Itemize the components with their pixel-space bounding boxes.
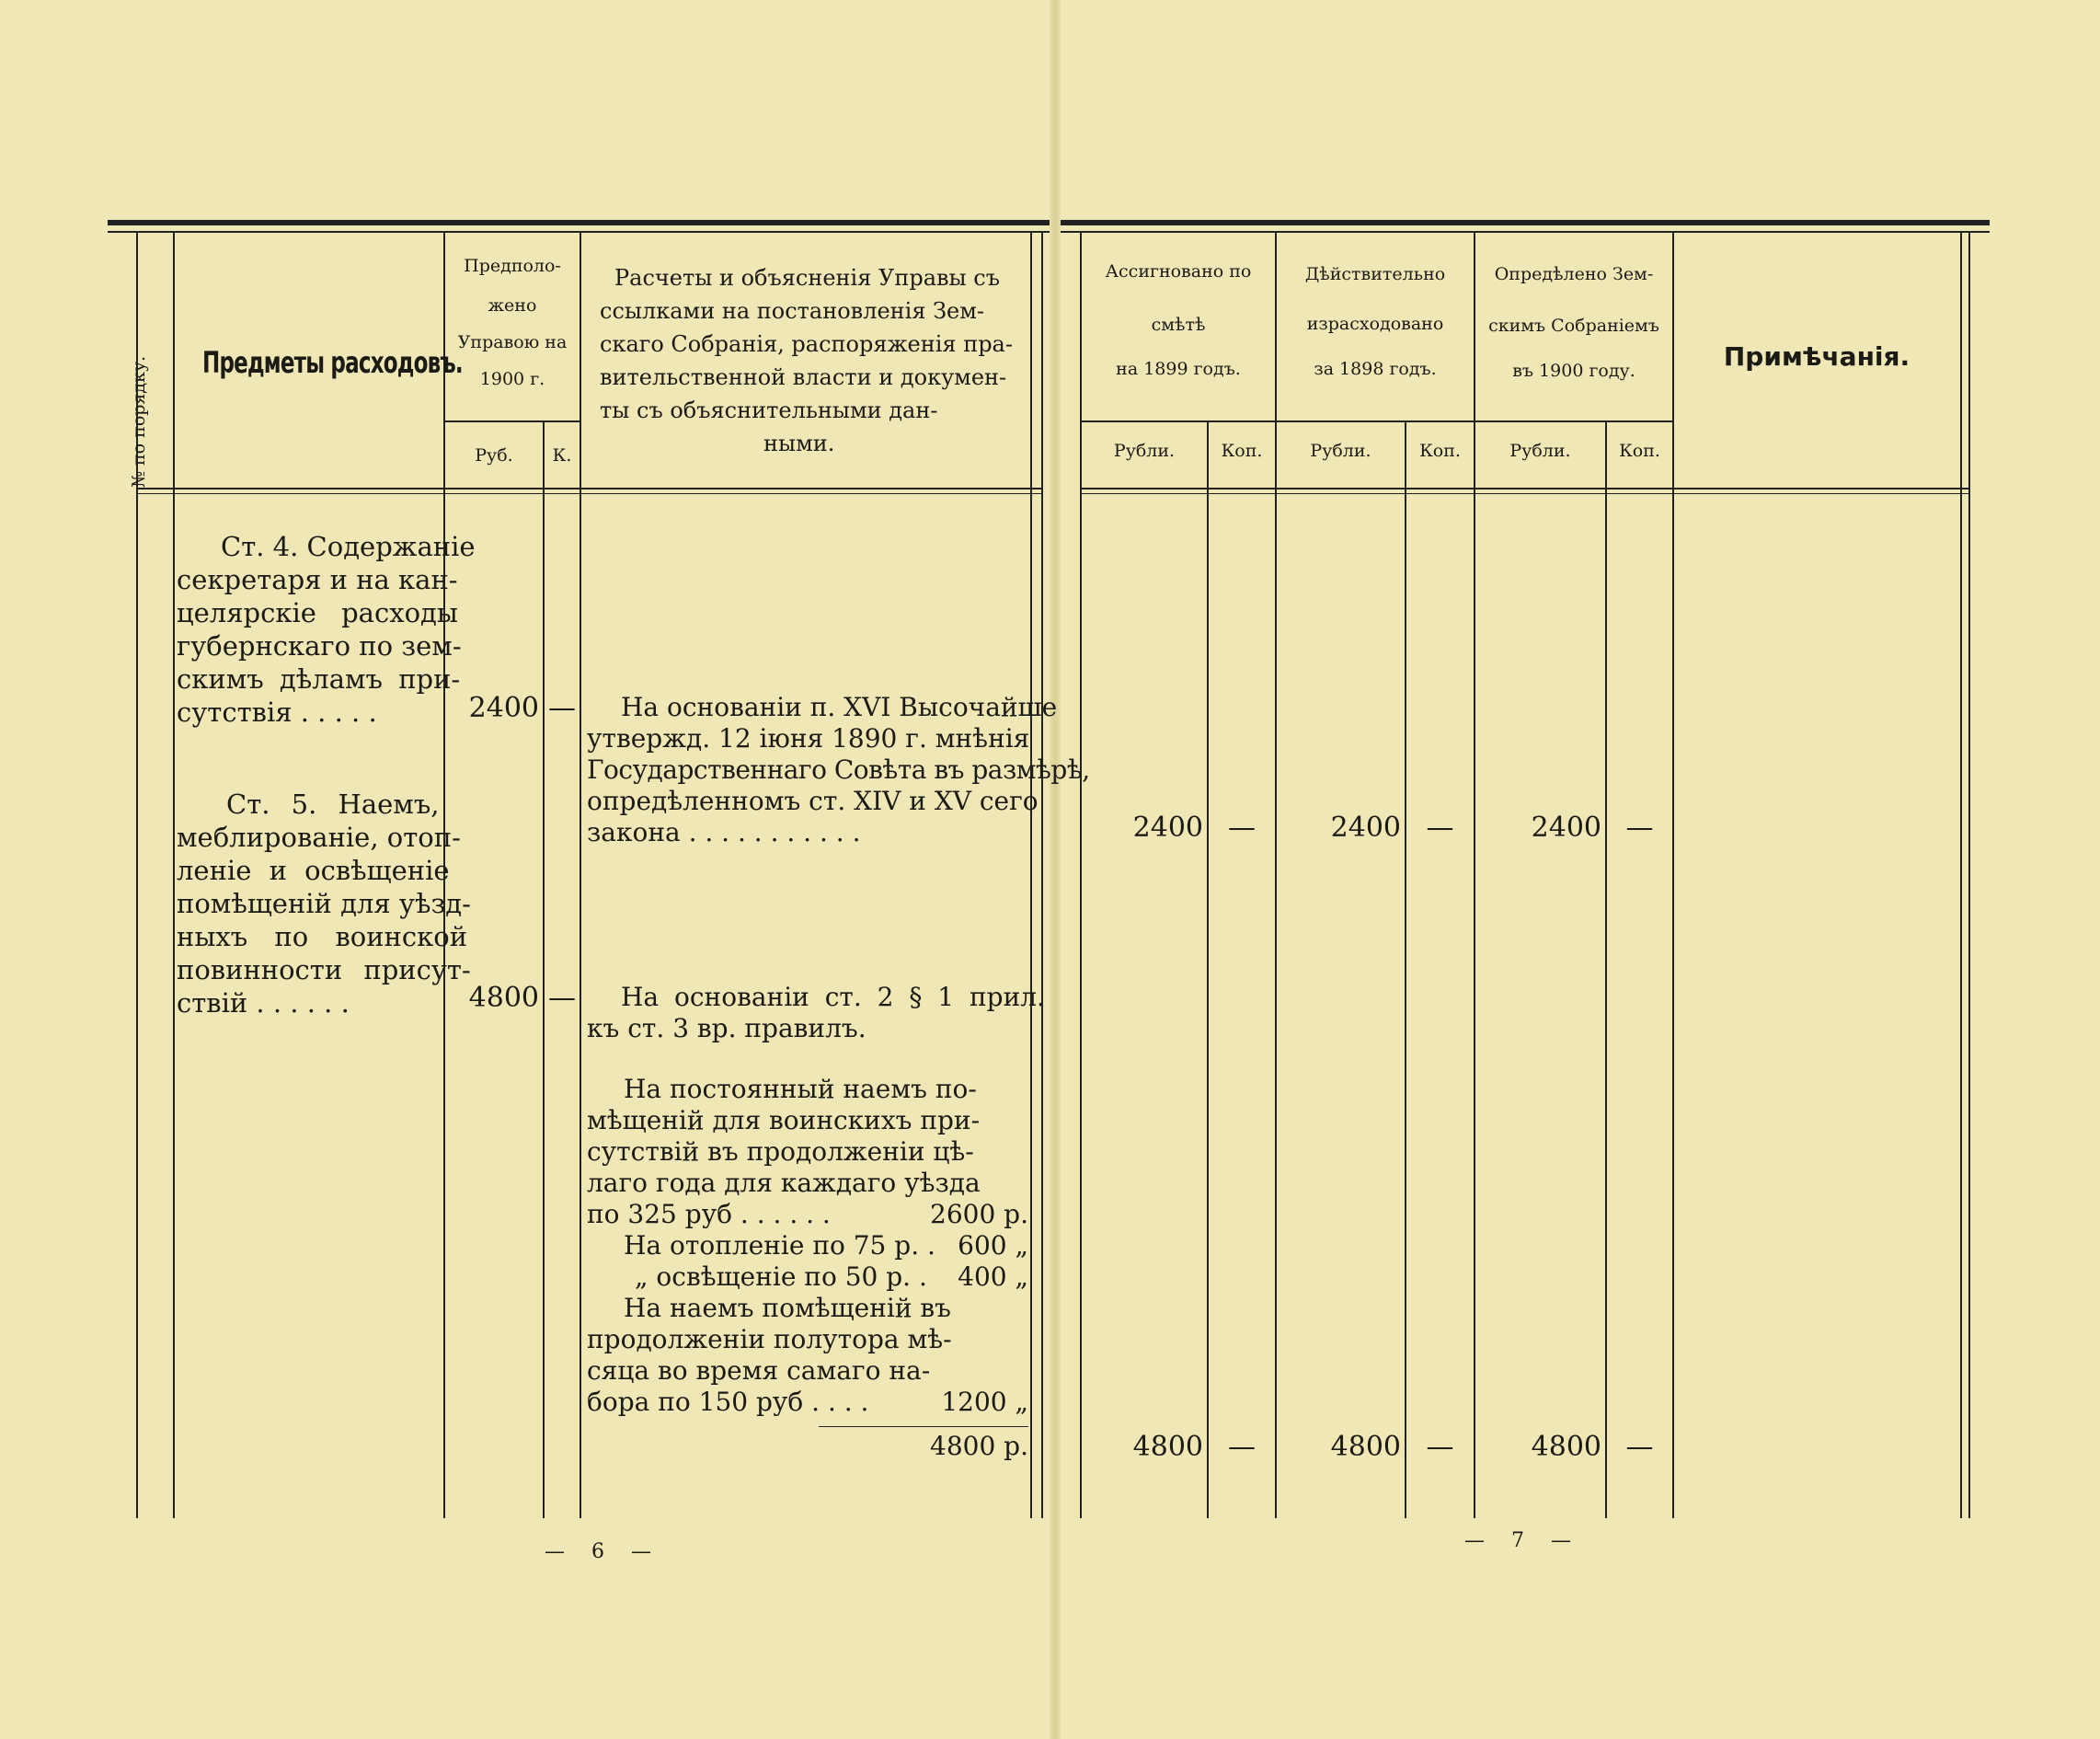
col-header-defined-3: въ 1900 году. [1512, 361, 1635, 381]
subheader-rule [1080, 420, 1672, 422]
col-header-spent-3: за 1898 годъ. [1314, 359, 1437, 379]
item-1-line-2: секретаря и на кан- [177, 564, 458, 595]
calc-row-1-text: по 325 руб . . . . . . [587, 1199, 831, 1229]
rule-v [1275, 233, 1277, 1518]
col-header-proposed-2: жено [488, 295, 537, 316]
item-1-proposed-rub: 2400 [468, 692, 539, 724]
item-1-explain-2: утвержд. 12 іюня 1890 г. мнѣнія [587, 723, 1030, 754]
col-header-spent-rubles: Рубли. [1310, 441, 1371, 461]
item-1-explain-1: На основаніи п. XVI Высочайше [621, 692, 1058, 722]
item-1-assigned-kop: — [1228, 812, 1256, 844]
col-header-spent-1: Дѣйствительно [1304, 264, 1446, 284]
col-header-assigned-rubles: Рубли. [1113, 441, 1176, 461]
col-header-assigned-3: на 1899 годъ. [1116, 359, 1241, 379]
col-header-proposed-1: Предполо- [464, 256, 561, 276]
item-1-defined-kop: — [1625, 812, 1654, 844]
item-2-line-6: повинности присут- [177, 954, 471, 985]
subheader-rule [443, 420, 581, 422]
item-2-assigned-rub: 4800 [1132, 1431, 1203, 1463]
item-2-line-7: ствій . . . . . . [177, 987, 350, 1019]
col-header-assigned-kop: Коп. [1221, 441, 1263, 461]
rule-v [580, 233, 581, 1518]
item-2-explain-1: На основаніи ст. 2 § 1 прил. [621, 982, 1045, 1012]
rule-v [1080, 233, 1082, 1518]
top-rule-left [108, 220, 1050, 225]
item-1-line-4: губернскаго по зем- [177, 630, 462, 662]
col-header-proposed-4: 1900 г. [479, 369, 545, 389]
page-number-right: — 7 — [1464, 1529, 1571, 1552]
rule-v [1605, 421, 1607, 1518]
col-header-assigned-2: смѣтѣ [1151, 315, 1206, 335]
calc-sum-rule [819, 1426, 1028, 1427]
rule-v [1672, 233, 1674, 1518]
item-2-calc-intro-4: лаго года для каждаго уѣзда [587, 1168, 981, 1198]
rule-v [1968, 233, 1970, 1518]
item-1-line-3: целярскіе расходы [177, 597, 458, 628]
top-rule-thin-left [108, 231, 1050, 233]
item-1-line-1: Ст. 4. Содержаніе [221, 531, 476, 562]
item-1-spent-rub: 2400 [1330, 812, 1401, 844]
calc-extra-1: На наемъ помѣщеній въ [624, 1293, 951, 1323]
rule-v [543, 421, 545, 1518]
header-bottom-rule [1080, 488, 1970, 489]
calc-last-amount: 1200 „ [941, 1387, 1028, 1417]
calc-last-text: бора по 150 руб . . . . [587, 1387, 869, 1417]
col-header-proposed-3: Управою на [457, 332, 568, 352]
item-1-line-5: скимъ дѣламъ при- [177, 663, 461, 695]
col-header-defined-rubles: Рубли. [1509, 441, 1571, 461]
calc-row-3-text: „ освѣщеніе по 50 р. . [635, 1261, 927, 1292]
item-2-calc-intro-2: мѣщеній для воинскихъ при- [587, 1105, 981, 1135]
rule-v [173, 233, 175, 1518]
book-gutter [1050, 0, 1061, 1739]
header-bottom-rule [136, 493, 1043, 494]
col-header-number: № по порядку. [129, 355, 149, 488]
item-2-defined-rub: 4800 [1531, 1431, 1601, 1463]
col-header-kop: К. [552, 445, 572, 466]
col-header-assigned-1: Ассигновано по [1105, 261, 1252, 282]
top-rule-right [1061, 220, 1990, 225]
item-2-line-2: меблированіе, отоп- [177, 822, 461, 853]
calc-extra-3: сяца во время самаго на- [587, 1355, 931, 1386]
page-number-left: — 6 — [545, 1540, 651, 1563]
item-2-spent-kop: — [1426, 1431, 1454, 1463]
rule-v [1041, 233, 1043, 1518]
item-2-calc-intro-1: На постоянный наемъ по- [624, 1074, 977, 1104]
calc-row-2-text: На отопленіе по 75 р. . [624, 1230, 935, 1261]
header-bottom-rule [136, 488, 1043, 489]
col-header-spent-kop: Коп. [1419, 441, 1461, 461]
item-2-proposed-kop: — [548, 982, 576, 1014]
rule-v [1960, 233, 1962, 1518]
col-header-defined-2: скимъ Собраніемъ [1488, 316, 1659, 336]
calc-row-2-amount: 600 „ [958, 1230, 1028, 1261]
col-header-rub: Руб. [475, 445, 513, 466]
col-header-explain-1: Расчеты и объясненія Управы съ [614, 265, 1000, 291]
item-2-line-5: ныхъ по воинской [177, 921, 468, 952]
item-2-assigned-kop: — [1228, 1431, 1256, 1463]
item-1-spent-kop: — [1426, 812, 1454, 844]
calc-row-1-amount: 2600 р. [930, 1199, 1028, 1229]
item-1-defined-rub: 2400 [1531, 812, 1601, 844]
col-header-explain-6: ными. [763, 431, 835, 456]
col-header-explain-4: вительственной власти и докумен- [600, 364, 1007, 390]
item-2-line-1: Ст. 5. Наемъ, [226, 789, 440, 820]
item-1-proposed-kop: — [548, 692, 576, 724]
rule-v [1030, 233, 1032, 1518]
rule-v [1405, 421, 1406, 1518]
item-2-line-4: помѣщеній для уѣзд- [177, 888, 471, 919]
col-header-defined-kop: Коп. [1619, 441, 1660, 461]
item-2-calc-intro-3: сутствій въ продолженіи цѣ- [587, 1136, 974, 1167]
col-header-notes: Примѣчанія. [1723, 341, 1911, 372]
calc-row-3-amount: 400 „ [958, 1261, 1028, 1292]
calc-total: 4800 р. [930, 1431, 1028, 1461]
item-2-spent-rub: 4800 [1330, 1431, 1401, 1463]
item-1-assigned-rub: 2400 [1132, 812, 1203, 844]
col-header-explain-3: скаго Собранія, распоряженія пра- [600, 331, 1013, 357]
item-1-explain-3: Государственнаго Совѣта въ размѣрѣ, [587, 754, 1090, 785]
rule-v [1474, 233, 1475, 1518]
col-header-items: Предметы расходовъ. [202, 345, 463, 380]
item-1-explain-4: опредѣленномъ ст. XIV и XV сего [587, 786, 1039, 816]
item-2-line-3: леніе и освѣщеніе [177, 855, 450, 886]
item-2-explain-2: къ ст. 3 вр. правилъ. [587, 1013, 866, 1043]
rule-v [1207, 421, 1209, 1518]
item-1-line-6: сутствія . . . . . [177, 697, 377, 728]
item-2-proposed-rub: 4800 [468, 982, 539, 1014]
item-2-defined-kop: — [1625, 1431, 1654, 1463]
col-header-explain-2: ссылками на постановленія Зем- [600, 298, 985, 324]
col-header-spent-2: израсходовано [1306, 314, 1444, 334]
calc-extra-2: продолженіи полутора мѣ- [587, 1324, 952, 1354]
col-header-defined-1: Опредѣлено Зем- [1494, 264, 1654, 284]
header-bottom-rule [1080, 493, 1970, 494]
top-rule-thin-right [1061, 231, 1990, 233]
col-header-explain-5: ты съ объяснительными дан- [600, 397, 938, 423]
item-1-explain-5: закона . . . . . . . . . . . [587, 817, 861, 847]
